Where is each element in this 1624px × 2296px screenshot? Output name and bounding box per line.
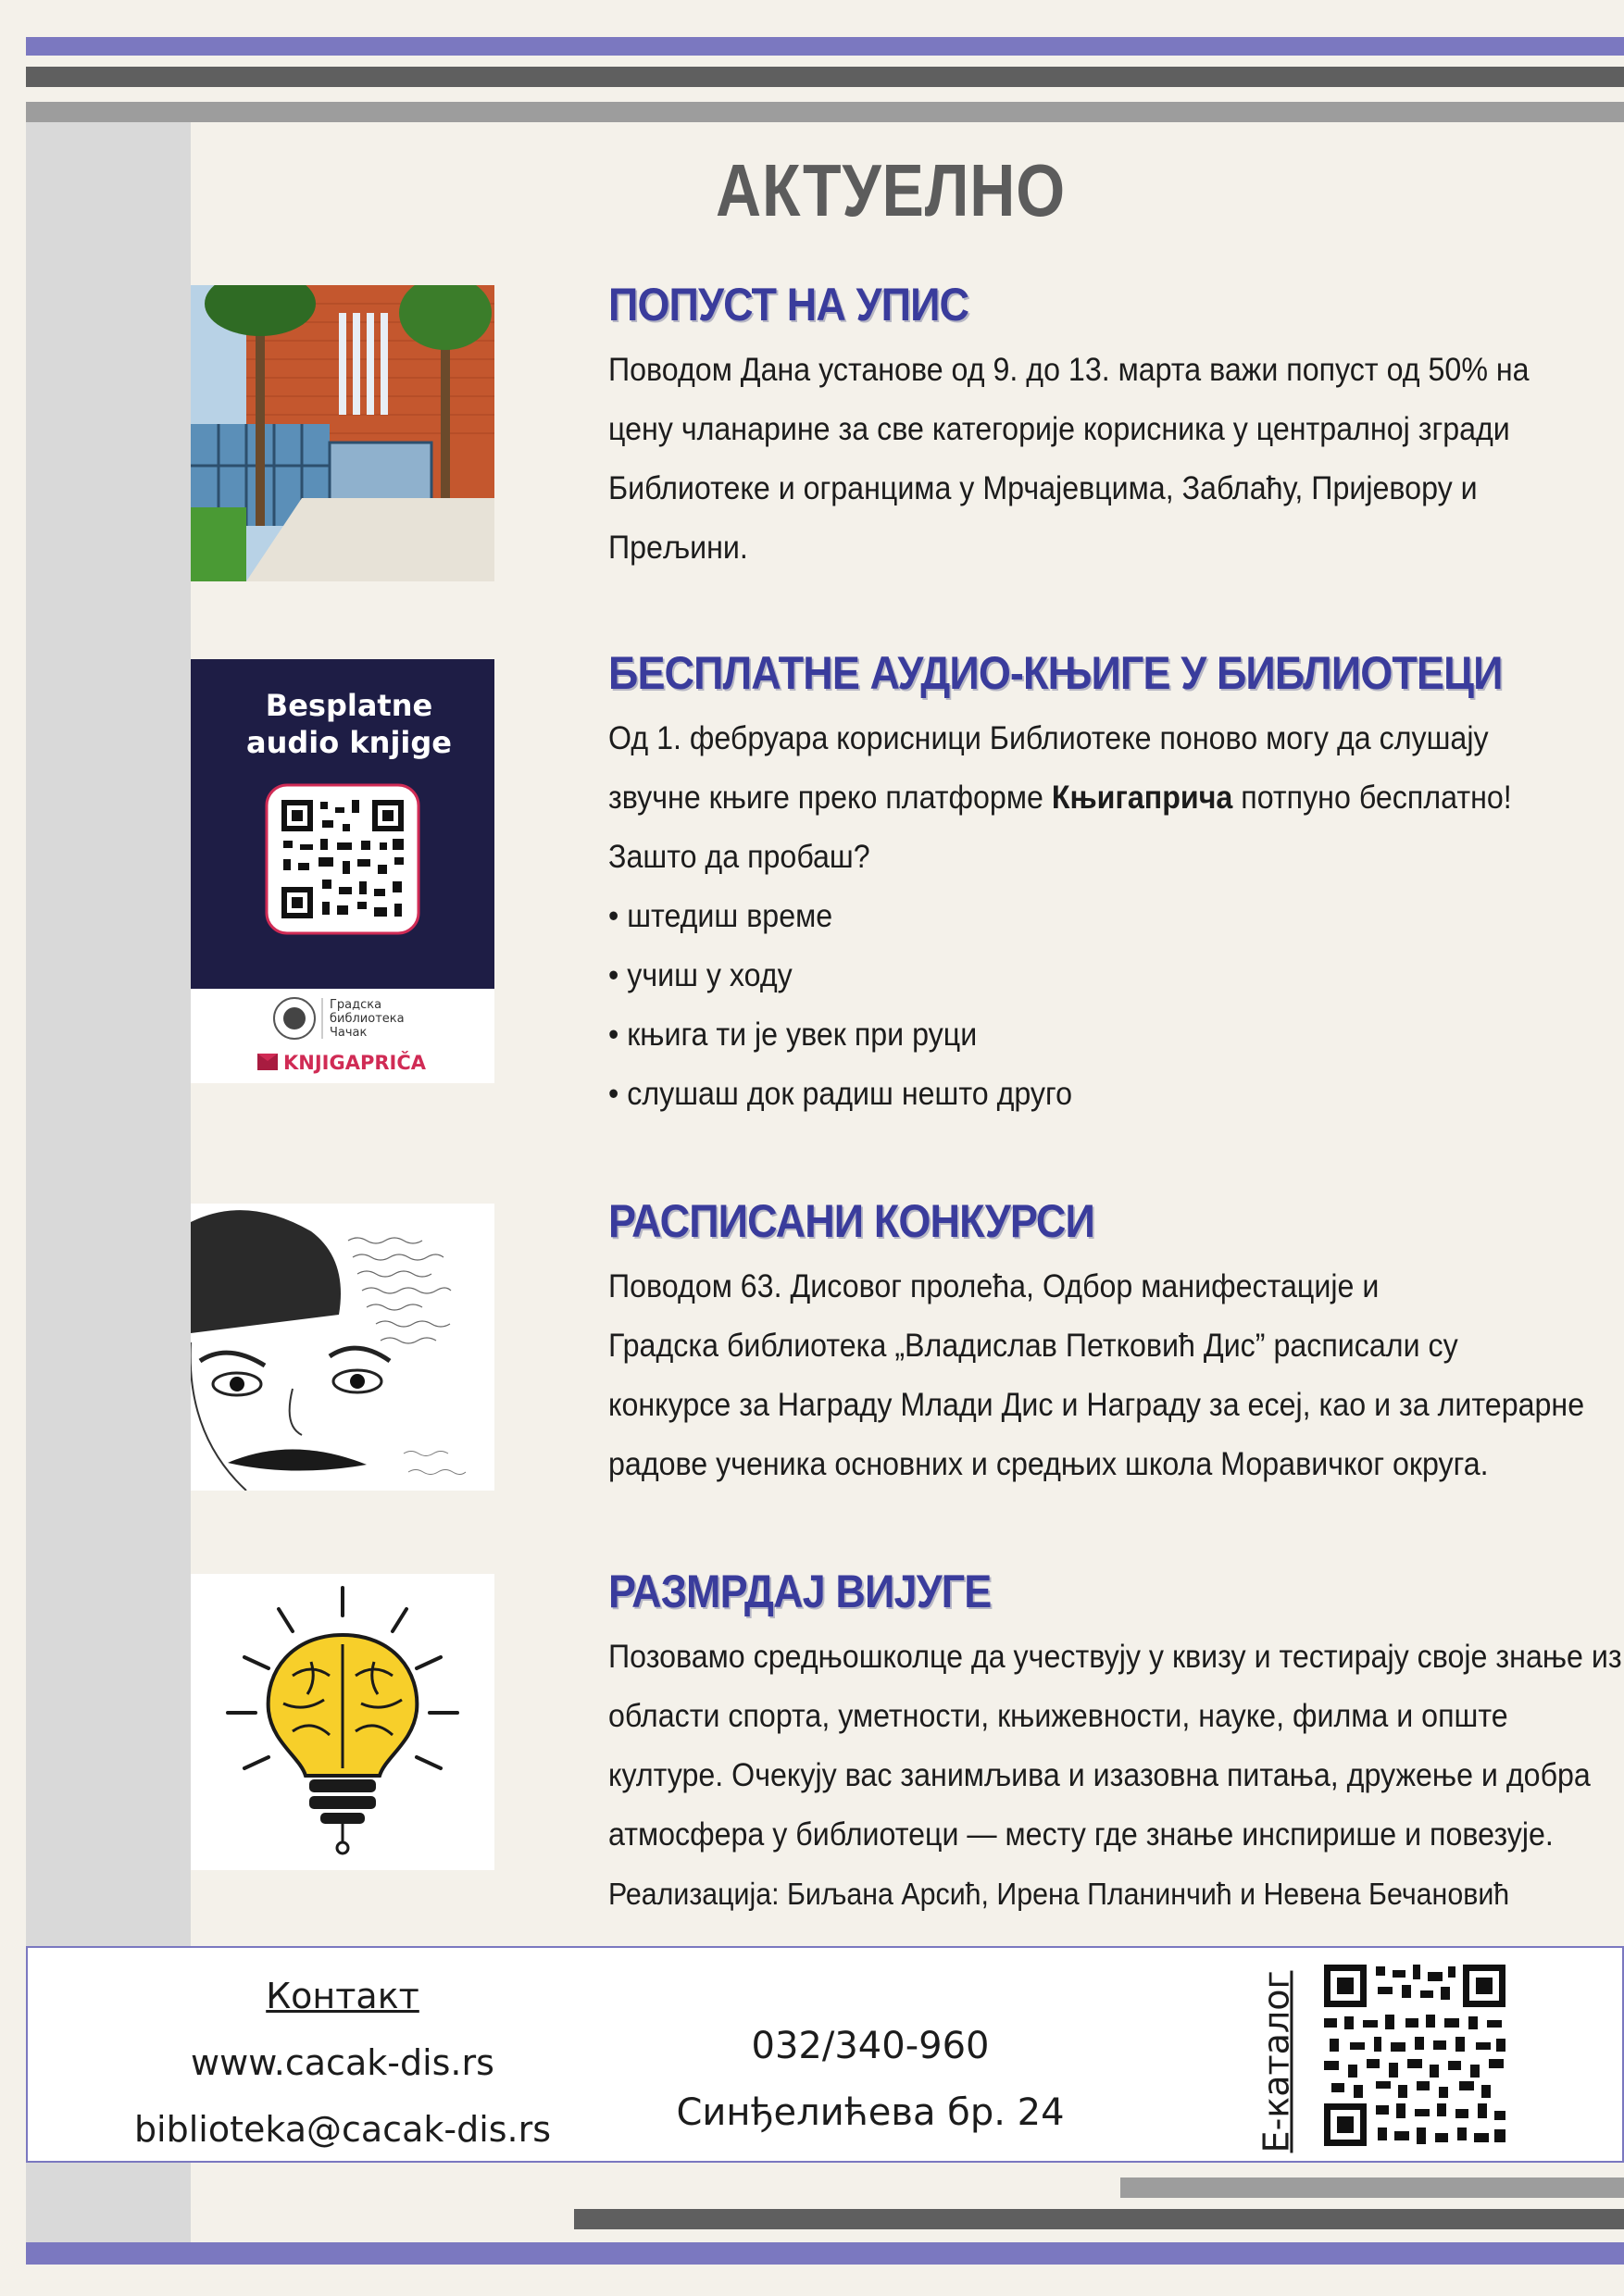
contact-label: Контакт xyxy=(266,1976,419,2016)
bullet-item: • књига ти је увек при руци xyxy=(608,1017,978,1053)
body-line: Прељини. xyxy=(608,530,748,566)
email-link[interactable]: biblioteka@cacak-dis.rs xyxy=(133,2109,552,2150)
body-line: Зашто да пробаш? xyxy=(608,839,870,875)
body-line: Градска библиотека „Владислав Петковић Дис” расписали су xyxy=(608,1328,1458,1364)
section-quiz xyxy=(608,1565,1622,1924)
phone-number: 032/340-960 xyxy=(751,2025,990,2067)
knjigaprica-brand: KNJIGAPRIČA xyxy=(283,1052,427,1074)
street-address: Синђелићева бр. 24 xyxy=(676,2091,1065,2134)
body-line: конкурсе за Награду Млади Дис и Награду за есеј, као и за литерарне xyxy=(608,1387,1585,1423)
top-accent-bar xyxy=(26,37,1624,56)
section-free-audiobooks xyxy=(608,646,1608,1124)
platform-name: Књигаприча xyxy=(1051,780,1233,816)
poet-sketch-image xyxy=(191,1204,494,1491)
library-logo-line-2: библиотека xyxy=(330,1012,405,1026)
section-body xyxy=(608,1628,1622,1924)
section-title: БЕСПЛАТНЕ АУДИО-КЊИГЕ У БИБЛИОТЕЦИ xyxy=(608,647,1503,699)
address-column xyxy=(639,2013,1102,2146)
body-line: културе. Очекују вас занимљива и изазовна питања, дружење и добра xyxy=(608,1757,1591,1793)
section-body xyxy=(608,1257,1608,1494)
bottom-accent-bar xyxy=(26,2242,1624,2265)
body-line: цену чланарине за све категорије корисника у централној згради xyxy=(608,411,1510,447)
library-logo-line-3: Чачак xyxy=(330,1026,368,1040)
bottom-gray-bar xyxy=(1120,2177,1624,2198)
body-line: области спорта, уметности, књижевности, науке, филма и опште xyxy=(608,1698,1508,1734)
e-catalog-label[interactable] xyxy=(1248,1970,1304,2153)
body-line: Библиотеке и огранцима у Мрчајевцима, Заблаћу, Пријевору и xyxy=(608,470,1478,506)
section-title: ПОПУСТ НА УПИС xyxy=(608,279,969,331)
qr-code-icon[interactable] xyxy=(1324,1965,1505,2146)
body-line xyxy=(608,768,1529,828)
body-text: звучне књиге преко платформе xyxy=(608,780,1052,816)
bullet-item: • слушаш док радиш нешто друго xyxy=(608,1076,1072,1112)
contact-footer xyxy=(26,1946,1624,2163)
body-text: потпуно бесплатно! xyxy=(1232,780,1512,816)
top-dark-bar xyxy=(26,67,1624,87)
contact-column xyxy=(111,1963,574,2163)
bullet-item: • учиш у ходу xyxy=(608,957,793,993)
e-catalog-text: Е-каталог xyxy=(1255,1970,1297,2153)
lightbulb-brain-icon xyxy=(191,1574,494,1870)
section-title: РАЗМРДАЈ ВИЈУГЕ xyxy=(608,1566,992,1617)
audio-books-card xyxy=(191,659,494,1083)
audio-card-heading-2: audio knjige xyxy=(246,725,452,760)
left-sidebar xyxy=(26,122,191,2244)
library-building-image xyxy=(191,285,494,581)
section-enrollment-discount xyxy=(608,278,1608,578)
body-line: Поводом 63. Дисовог пролећа, Одбор манифестације и xyxy=(608,1268,1380,1304)
section-body xyxy=(608,341,1608,578)
body-line: радове ученика основних и средњих школа Моравичког округа. xyxy=(608,1446,1489,1482)
top-gray-bar xyxy=(26,102,1624,122)
bottom-dark-bar xyxy=(574,2209,1624,2229)
body-line: Позовамо средњошколце да учествују у квизу и тестирају своје знање из xyxy=(608,1639,1622,1675)
body-line: атмосфера у библиотеци — месту где знање инспирише и повезује. xyxy=(608,1816,1554,1853)
section-body xyxy=(608,709,1608,1124)
bullet-item: • штедиш време xyxy=(608,898,833,934)
section-competitions xyxy=(608,1194,1608,1494)
credits-line: Реализација: Биљана Арсић, Ирена Планинчић и Невена Бечановић xyxy=(608,1877,1510,1911)
page-title: АКТУЕЛНО xyxy=(715,149,1067,231)
section-title: РАСПИСАНИ КОНКУРСИ xyxy=(608,1195,1094,1247)
audio-card-heading-1: Besplatne xyxy=(265,688,433,723)
website-link[interactable]: www.cacak-dis.rs xyxy=(191,2042,494,2083)
body-line: Од 1. фебруара корисници Библиотеке поново могу да слушају xyxy=(608,720,1489,756)
library-logo-line-1: Градска xyxy=(330,998,382,1012)
body-line: Поводом Дана установе од 9. до 13. марта важи попуст од 50% на xyxy=(608,352,1530,388)
